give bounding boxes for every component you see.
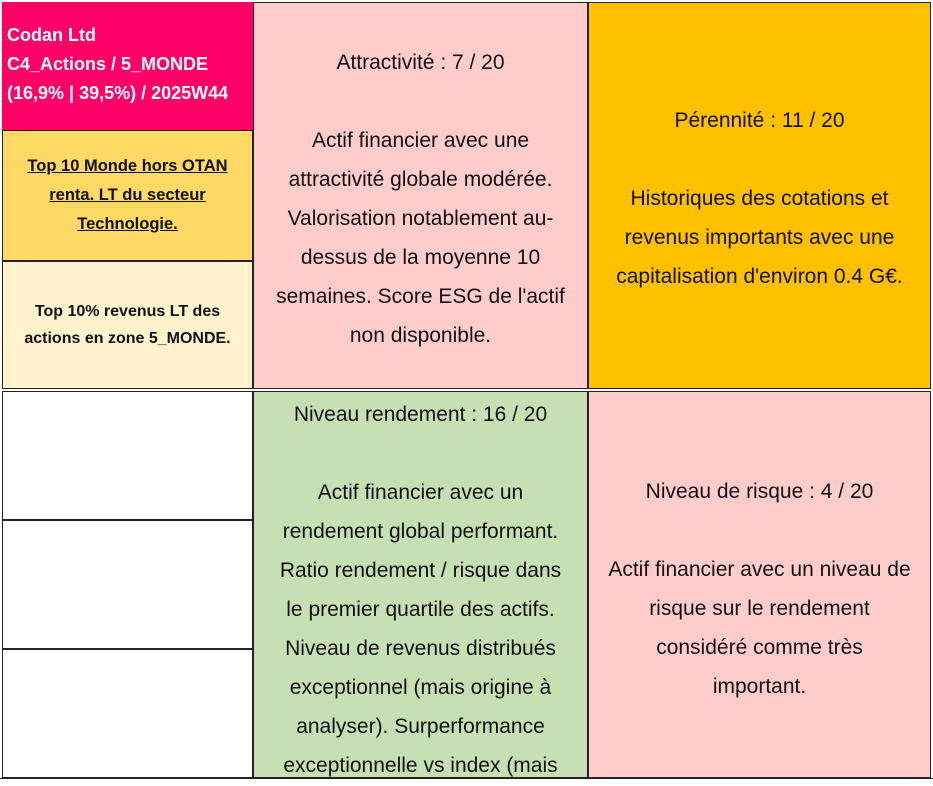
top10-percent-line-1: Top 10% revenus LT des [34, 303, 221, 320]
attractivite-line: dessus de la moyenne 10 [300, 246, 541, 269]
perennite-line: revenus importants avec une [624, 226, 895, 249]
rendement-line: Niveau de revenus distribués [285, 637, 556, 660]
rendement-line: rendement global performant. [282, 520, 559, 543]
perennite-cell [588, 2, 931, 389]
empty-cell [2, 391, 253, 520]
top10-monde-cell [2, 130, 253, 261]
risque-cell [588, 391, 931, 778]
rendement-cell [253, 391, 588, 778]
attractivite-heading: Attractivité : 7 / 20 [336, 51, 505, 74]
top10-percent-cell [2, 261, 253, 389]
perennite-line: Historiques des cotations et [630, 187, 889, 210]
attractivite-line: attractivité globale modérée. [288, 168, 553, 191]
attractivite-line: Actif financier avec une [311, 129, 530, 152]
risque-line: important. [712, 675, 807, 698]
company-name: Codan Ltd [7, 25, 96, 45]
risque-line: considéré comme très [656, 636, 863, 659]
risque-heading: Niveau de risque : 4 / 20 [645, 480, 874, 503]
perennite-heading: Pérennité : 11 / 20 [674, 109, 845, 132]
rendement-line: exceptionnel (mais origine à [289, 676, 552, 699]
attractivite-cell [253, 2, 588, 389]
asset-title-block [2, 2, 253, 130]
top10-percent-line-2: actions en zone 5_MONDE. [24, 330, 231, 347]
empty-cell [2, 520, 253, 649]
rendement-line: Actif financier avec un [317, 481, 524, 504]
rendement-line: le premier quartile des actifs. [286, 598, 555, 621]
top10-monde-line-1: Top 10 Monde hors OTAN [27, 157, 228, 175]
empty-cell [2, 649, 253, 778]
top10-monde-line-3: Technologie. [77, 215, 178, 233]
attractivite-line: Valorisation notablement au- [287, 207, 554, 230]
top10-monde-line-2: renta. LT du secteur [49, 186, 206, 204]
asset-category: C4_Actions / 5_MONDE [7, 54, 209, 74]
risque-line: Actif financier avec un niveau de [608, 558, 911, 581]
attractivite-line: non disponible. [349, 324, 492, 347]
rendement-line: Ratio rendement / risque dans [279, 559, 562, 582]
perennite-line: capitalisation d'environ 0.4 G€. [616, 265, 903, 288]
rendement-line: exceptionnelle vs index (mais [283, 754, 558, 777]
risque-line: risque sur le rendement [649, 597, 870, 620]
attractivite-line: semaines. Score ESG de l'actif [276, 285, 565, 308]
rendement-heading: Niveau rendement : 16 / 20 [293, 403, 548, 426]
rendement-line: analyser). Surperformance [296, 715, 545, 738]
asset-stats: (16,9% | 39,5%) / 2025W44 [7, 83, 229, 103]
